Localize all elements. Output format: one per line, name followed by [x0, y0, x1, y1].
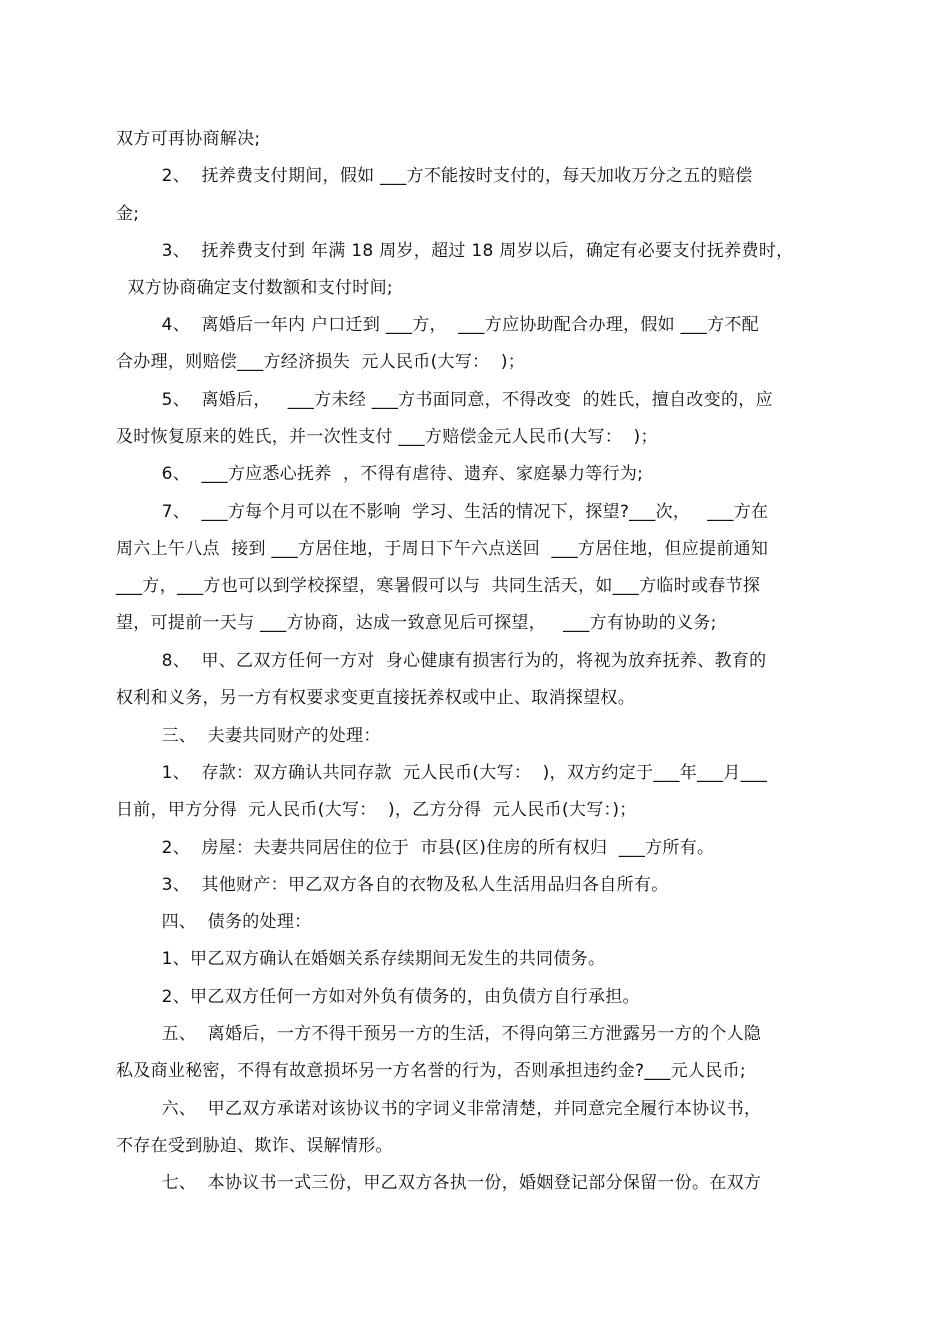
text-line: 1、甲乙双方确认在婚姻关系存续期间无发生的共同债务。 [116, 949, 606, 969]
text-line: 双方协商确定支付数额和支付时间; [116, 278, 393, 298]
text-line: 合办理，则赔偿___方经济损失 元人民币(大写： )； [116, 352, 526, 372]
text-line: 2、 房屋：夫妻共同居住的位于 市县(区)住房的所有权归 ___方所有。 [116, 838, 715, 858]
text-line: 5、 离婚后， ___方未经 ___方书面同意，不得改变 的姓氏，擅自改变的，应 [116, 390, 773, 410]
text-line: 8、 甲、乙双方任何一方对 身心健康有损害行为的，将视为放弃抚养、教育的 [116, 651, 767, 671]
text-line: 金; [116, 204, 140, 224]
text-line: 周六上午八点 接到 ___方居住地，于周日下午六点送回 ___方居住地，但应提前通知 [116, 539, 769, 559]
section-heading: 三、 夫妻共同财产的处理： [116, 726, 381, 746]
text-line: 权利和义务，另一方有权要求变更直接抚养权或中止、取消探望权。 [116, 688, 635, 708]
text-line: 日前，甲方分得 元人民币(大写： )，乙方分得 元人民币(大写：)； [116, 800, 637, 820]
text-line: 及时恢复原来的姓氏，并一次性支付 ___方赔偿金元人民币(大写： )； [116, 427, 658, 447]
text-line: 4、 离婚后一年内 户口迁到 ___方， ___方应协助配合办理，假如 ___方不配 [116, 315, 759, 335]
text-line: 7、 ___方每个月可以在不影响 学习、生活的情况下，探望?___次， ___方在 [116, 502, 769, 522]
text-line: ___方，___方也可以到学校探望，寒暑假可以与 共同生活天，如___方临时或春节探 [116, 576, 761, 596]
text-line: 望，可提前一天与 ___方协商，达成一致意见后可探望， ___方有协助的义务; [116, 613, 717, 633]
text-line: 3、 其他财产：甲乙双方各自的衣物及私人生活用品归各自所有。 [116, 875, 669, 895]
text-line: 1、 存款：双方确认共同存款 元人民币(大写： )，双方约定于___年___月___ [116, 763, 768, 783]
text-line: 五、 离婚后，一方不得干预另一方的生活，不得向第三方泄露另一方的个人隐 [116, 1024, 762, 1044]
text-line: 2、 抚养费支付期间，假如 ___方不能按时支付的，每天加收万分之五的赔偿 [116, 166, 753, 186]
text-line: 双方可再协商解决; [116, 129, 261, 149]
section-heading: 四、 债务的处理： [116, 912, 312, 932]
text-line: 七、 本协议书一式三份，甲乙双方各执一份，婚姻登记部分保留一份。在双方 [116, 1173, 762, 1193]
text-line: 六、 甲乙双方承诺对该协议书的字词义非常清楚，并同意完全履行本协议书， [116, 1099, 762, 1119]
text-line: 不存在受到胁迫、欺诈、误解情形。 [116, 1136, 393, 1156]
text-line: 私及商业秘密，不得有故意损坏另一方名誉的行为，否则承担违约金?___元人民币; [116, 1061, 746, 1081]
text-line: 6、 ___方应悉心抚养 ，不得有虐待、遗弃、家庭暴力等行为; [116, 464, 644, 484]
text-line: 3、 抚养费支付到 年满 18 周岁，超过 18 周岁以后，确定有必要支付抚养费时， [116, 241, 794, 261]
text-line: 2、甲乙双方任何一方如对外负有债务的，由负债方自行承担。 [116, 987, 640, 1007]
